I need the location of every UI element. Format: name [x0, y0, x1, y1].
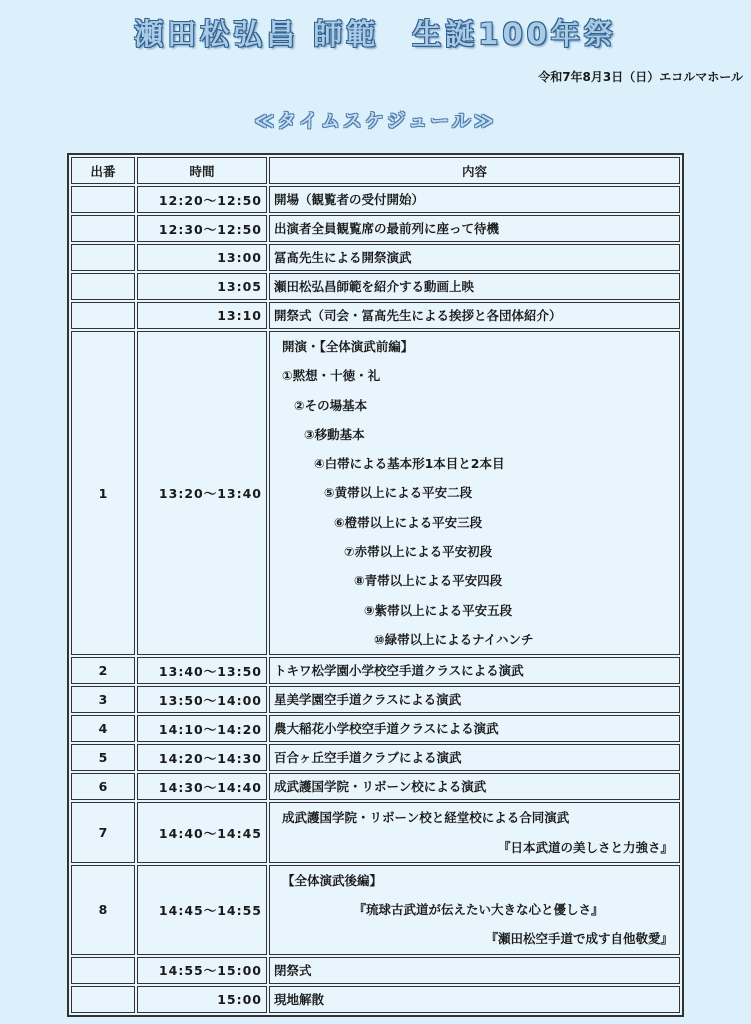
content-line: 成武護国学院・リボーン校による演武	[274, 779, 487, 795]
row-number: 6	[71, 773, 135, 800]
content-line: ⑤黄帯以上による平安二段	[324, 485, 473, 501]
row-content	[269, 957, 680, 984]
header-time: 時間	[137, 157, 267, 184]
row-content	[269, 657, 680, 684]
row-time: 14:10〜14:20	[137, 715, 267, 742]
row-time: 14:45〜14:55	[137, 865, 267, 955]
table-header-row	[71, 157, 680, 184]
row-time: 13:05	[137, 273, 267, 300]
row-time: 12:30〜12:50	[137, 215, 267, 242]
content-line: ⑥橙帯以上による平安三段	[334, 514, 483, 530]
schedule-heading: ≪タイムスケジュール≫	[254, 110, 497, 132]
row-number	[71, 986, 135, 1013]
row-content	[269, 215, 680, 242]
page-title: 瀬田松弘昌 師範 生誕100年祭	[134, 17, 617, 51]
content-line: 開演・【全体演武前編】	[282, 339, 414, 354]
table-row	[71, 957, 680, 984]
content-line: 瀬田松弘昌師範を紹介する動画上映	[274, 279, 475, 294]
content-line: 星美学園空手道クラスによる演武	[274, 692, 462, 708]
header-content: 内容	[269, 157, 680, 184]
table-row	[71, 686, 680, 713]
row-content	[269, 186, 680, 213]
row-content	[269, 273, 680, 300]
table-row	[71, 865, 680, 955]
row-time: 14:40〜14:45	[137, 802, 267, 863]
content-line: 閉祭式	[274, 962, 312, 978]
row-number: 5	[71, 744, 135, 771]
content-line: 百合ヶ丘空手道クラブによる演武	[274, 750, 462, 766]
row-content	[269, 302, 680, 329]
schedule-table	[67, 153, 684, 1017]
row-time: 15:00	[137, 986, 267, 1013]
row-content	[269, 744, 680, 771]
content-line: ②その場基本	[294, 397, 368, 413]
table-row	[71, 273, 680, 300]
row-content	[269, 773, 680, 800]
row-time: 13:40〜13:50	[137, 657, 267, 684]
row-content	[269, 986, 680, 1013]
row-time: 14:20〜14:30	[137, 744, 267, 771]
content-line: 出演者全員観覧席の最前列に座って待機	[274, 221, 500, 236]
row-content	[269, 686, 680, 713]
content-line: 『瀬田松空手道で成す自他敬愛』	[485, 931, 673, 947]
table-row	[71, 744, 680, 771]
content-line: ⑨紫帯以上による平安五段	[364, 602, 513, 618]
header-number: 出番	[71, 157, 135, 184]
table-row	[71, 302, 680, 329]
row-content	[269, 331, 680, 655]
content-line: 開場（観覧者の受付開始）	[274, 192, 425, 207]
content-line: ①黙想・十徳・礼	[282, 368, 381, 384]
row-time: 13:50〜14:00	[137, 686, 267, 713]
content-line: ③移動基本	[304, 426, 365, 442]
content-line: 農大稲花小学校空手道クラスによる演武	[274, 721, 499, 737]
row-time: 13:10	[137, 302, 267, 329]
row-number: 1	[71, 331, 135, 655]
content-line: トキワ松学園小学校空手道クラスによる演武	[274, 663, 524, 679]
row-time: 13:20〜13:40	[137, 331, 267, 655]
content-line: 開祭式（司会・冨髙先生による挨拶と各団体紹介）	[274, 308, 562, 323]
row-time: 14:30〜14:40	[137, 773, 267, 800]
table-row	[71, 986, 680, 1013]
row-content	[269, 865, 680, 955]
content-line: 『琉球古武道が伝えたい大きな心と優しさ』	[353, 902, 604, 918]
row-number: 3	[71, 686, 135, 713]
table-row	[71, 802, 680, 863]
row-content	[269, 802, 680, 863]
content-line: ⑩緑帯以上によるナイハンチ	[374, 631, 534, 647]
row-number: 7	[71, 802, 135, 863]
row-number	[71, 957, 135, 984]
content-line: ⑦赤帯以上による平安初段	[344, 544, 493, 560]
row-number	[71, 273, 135, 300]
table-row	[71, 331, 680, 655]
row-content	[269, 244, 680, 271]
content-line: 冨髙先生による開祭演武	[274, 250, 412, 265]
row-time: 14:55〜15:00	[137, 957, 267, 984]
content-line: 【全体演武後編】	[282, 872, 383, 888]
table-row	[71, 657, 680, 684]
row-time: 12:20〜12:50	[137, 186, 267, 213]
row-time: 13:00	[137, 244, 267, 271]
event-date-venue: 令和7年8月3日（日）エコルマホール	[538, 70, 743, 84]
content-line: ④白帯による基本形1本目と2本目	[314, 456, 505, 472]
table-row	[71, 186, 680, 213]
table-row	[71, 773, 680, 800]
row-number	[71, 215, 135, 242]
row-number	[71, 186, 135, 213]
content-line: 『日本武道の美しさと力強さ』	[497, 839, 673, 855]
content-line: 成武護国学院・リボーン校と経堂校による合同演武	[282, 810, 570, 826]
row-number: 2	[71, 657, 135, 684]
table-row	[71, 215, 680, 242]
table-row	[71, 244, 680, 271]
row-number: 4	[71, 715, 135, 742]
row-content	[269, 715, 680, 742]
content-line: ⑧青帯以上による平安四段	[354, 573, 503, 589]
row-number	[71, 244, 135, 271]
table-row	[71, 715, 680, 742]
row-number: 8	[71, 865, 135, 955]
content-line: 現地解散	[274, 991, 325, 1007]
row-number	[71, 302, 135, 329]
